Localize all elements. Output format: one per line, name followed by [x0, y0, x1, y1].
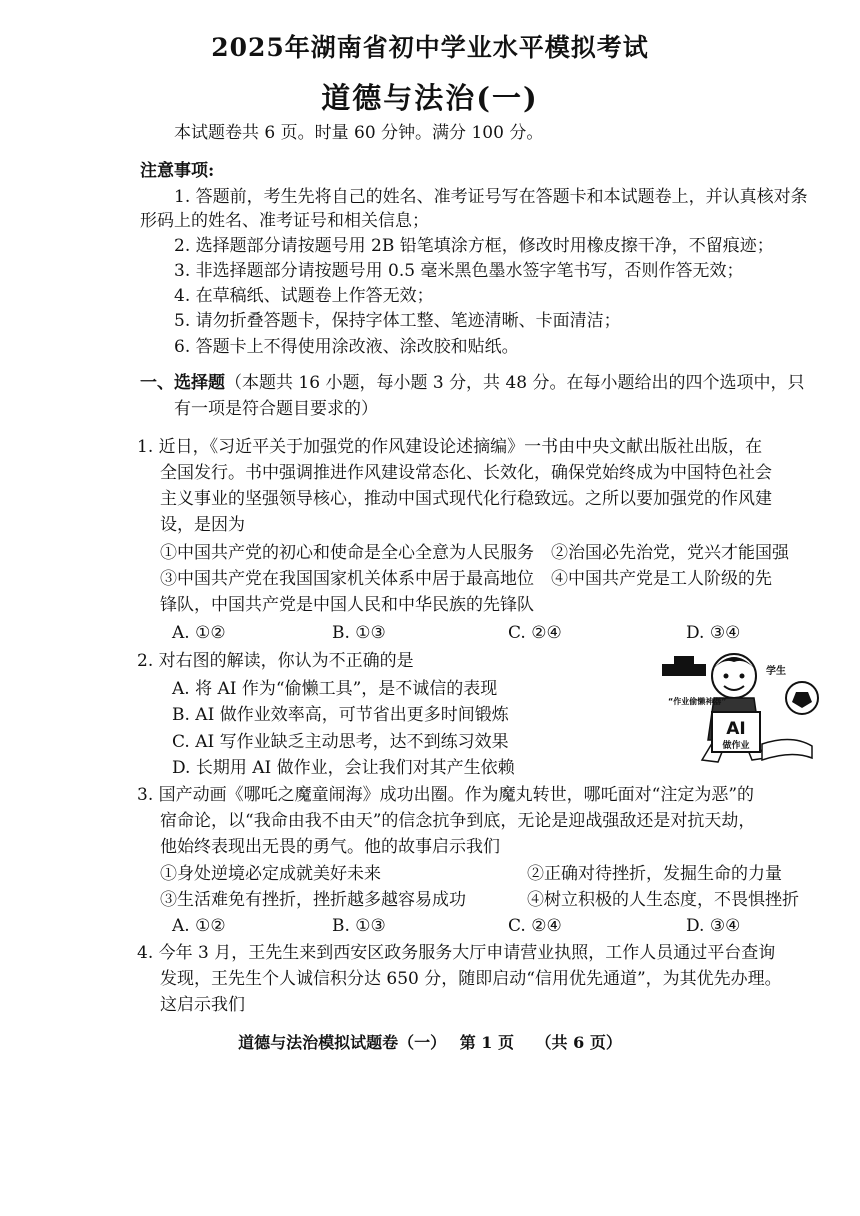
notice-item: 5. 请勿折叠答题卡，保持字体工整、笔迹清晰、卡面清洁；	[174, 311, 621, 331]
question-2-stem: 2. 对右图的解读，你认为不正确的是	[137, 651, 414, 671]
exam-info: 本试题卷共 6 页。时量 60 分钟。满分 100 分。	[174, 123, 544, 143]
question-4-line: 发现，王先生个人诚信积分达 650 分，随即启动“信用优先通道”，为其优先办理。	[160, 969, 782, 989]
q2-choice-a: A. 将 AI 作为“偷懒工具”，是不诚信的表现	[172, 679, 498, 699]
notice-heading: 注意事项:	[140, 161, 215, 181]
q3-statement-2: ②正确对待挫折，发掘生命的力量	[527, 864, 782, 884]
paper-roll	[762, 739, 812, 760]
student-label: 学生	[766, 666, 786, 677]
q2-choice-d: D. 长期用 AI 做作业，会让我们对其产生依赖	[172, 758, 515, 778]
question-1-statement: ①中国共产党的初心和使命是全心全意为人民服务 ②治国必先治党，党兴才能国强	[160, 543, 789, 563]
notice-item: 3. 非选择题部分请按题号用 0.5 毫米黑色墨水签字笔书写，否则作答无效；	[174, 261, 744, 281]
section-title: 一、选择题	[140, 373, 225, 393]
section-header	[140, 372, 805, 394]
subject-title: 道德与法治(一)	[321, 81, 539, 115]
question-1-statement: 锋队，中国共产党是中国人民和中华民族的先锋队	[160, 595, 534, 615]
question-4-line: 4. 今年 3 月，王先生来到西安区政务服务大厅申请营业执照，工作人员通过平台查询	[137, 943, 776, 963]
q1-option-a: A. ①②	[172, 623, 226, 643]
q3-option-b: B. ①③	[332, 916, 386, 936]
q3-option-d: D. ③④	[686, 916, 741, 936]
question-3-line: 他始终表现出无畏的勇气。他的故事启示我们	[160, 837, 500, 857]
q3-statement-1: ①身处逆境必定成就美好未来	[160, 864, 381, 884]
question-3-line: 宿命论，以“我命由我不由天”的信念抗争到底，无论是迎战强敌还是对抗天劫，	[160, 811, 756, 831]
question-1-line: 全国发行。书中强调推进作风建设常态化、长效化，确保党始终成为中国特色社会	[160, 463, 772, 483]
q2-choice-b: B. AI 做作业效率高，可节省出更多时间锻炼	[172, 705, 509, 725]
notice-item: 1. 答题前，考生先将自己的姓名、准考证号写在答题卡和本试题卷上，并认真核对条	[174, 187, 808, 207]
homework-label: 做作业	[722, 741, 750, 751]
ai-sign-text: AI	[726, 719, 746, 739]
notice-item: 6. 答题卡上不得使用涂改液、涂改胶和贴纸。	[174, 337, 519, 357]
question-1-line: 1. 近日，《习近平关于加强党的作风建设论述摘编》一书由中央文献出版社出版，在	[137, 437, 763, 457]
notice-item: 4. 在草稿纸、试题卷上作答无效；	[174, 286, 434, 306]
section-desc: （本题共 16 小题，每小题 3 分，共 48 分。在每小题给出的四个选项中，只	[225, 373, 805, 393]
question-1-line: 设，是因为	[160, 515, 245, 535]
notice-item: 2. 选择题部分请按题号用 2B 铅笔填涂方框，修改时用橡皮擦干净，不留痕迹；	[174, 236, 774, 256]
tool-label: “作业偷懒神器”	[668, 697, 727, 706]
exam-title: 2025年湖南省初中学业水平模拟考试	[211, 33, 649, 62]
section-desc-cont: 有一项是符合题目要求的）	[174, 399, 378, 419]
q2-choice-c: C. AI 写作业缺乏主动思考，达不到练习效果	[172, 732, 509, 752]
question-3-line: 3. 国产动画《哪吒之魔童闹海》成功出圈。作为魔丸转世，哪吒面对“注定为恶”的	[137, 785, 755, 805]
question-1-statement: ③中国共产党在我国国家机关体系中居于最高地位 ④中国共产党是工人阶级的先	[160, 569, 772, 589]
q3-option-a: A. ①②	[172, 916, 226, 936]
cross-shape	[662, 664, 706, 676]
q1-option-d: D. ③④	[686, 623, 741, 643]
q1-option-b: B. ①③	[332, 623, 386, 643]
q3-option-c: C. ②④	[508, 916, 562, 936]
question-1-line: 主义事业的坚强领导核心，推动中国式现代化行稳致远。之所以要加强党的作风建	[160, 489, 772, 509]
q3-statement-4: ④树立积极的人生态度，不畏惧挫折	[527, 890, 799, 910]
q1-option-c: C. ②④	[508, 623, 562, 643]
ai-homework-cartoon	[662, 648, 842, 766]
notice-item: 形码上的姓名、准考证号和相关信息；	[140, 211, 429, 231]
question-4-line: 这启示我们	[160, 995, 245, 1015]
page-footer: 道德与法治模拟试题卷（一） 第 1 页 （共 6 页）	[238, 1033, 622, 1052]
q3-statement-3: ③生活难免有挫折，挫折越多越容易成功	[160, 890, 466, 910]
